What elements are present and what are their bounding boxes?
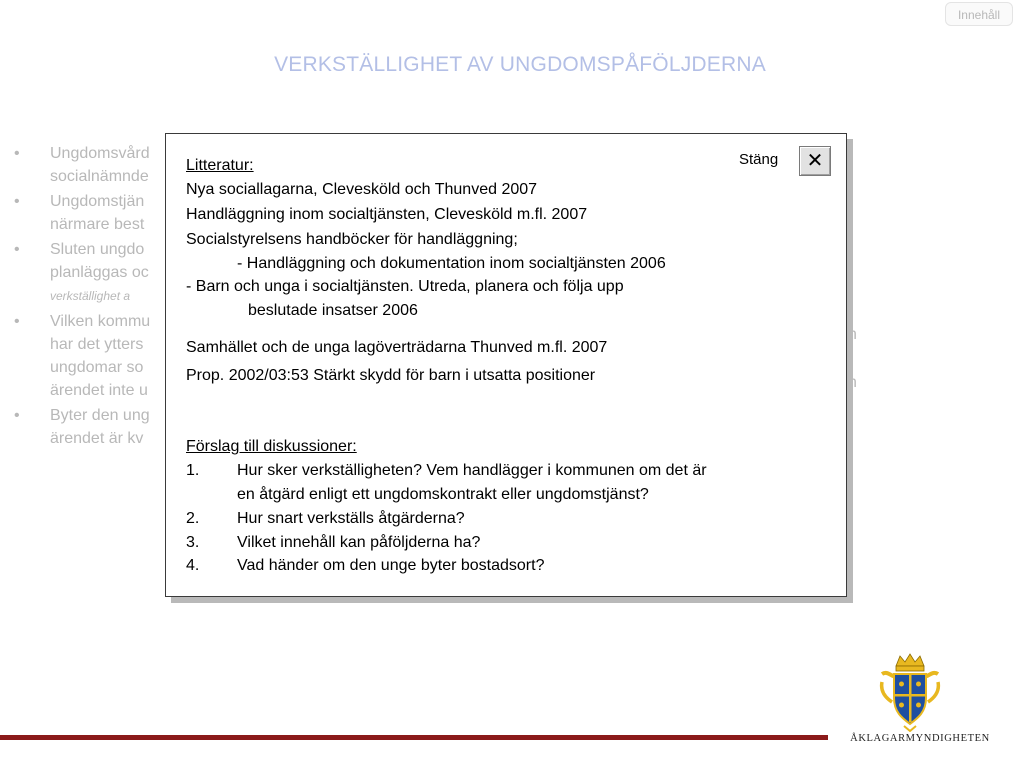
bullet-text: har det ytters (50, 336, 144, 353)
question-text: Hur sker verkställigheten? Vem handlägger i kommunen om det är (237, 462, 707, 479)
bullet-text: socialnämnde (50, 168, 149, 185)
footer-bar (0, 735, 828, 740)
literature-subitem: - Barn och unga i socialtjänsten. Utreda, planera och följa upp (186, 278, 624, 295)
slide-title: VERKSTÄLLIGHET AV UNGDOMSPÅFÖLJDERNA (274, 53, 766, 76)
bullet-text: ungdomar so (50, 359, 144, 376)
literature-item: Prop. 2002/03:53 Stärkt skydd för barn i utsatta positioner (186, 367, 596, 384)
bullet-text: Ungdomstjän (50, 193, 145, 210)
question-number: 1. (186, 462, 200, 479)
literature-item: Samhället och de unga lagöverträdarna Thunved m.fl. 2007 (186, 339, 608, 356)
question-text: Hur snart verkställs åtgärderna? (237, 510, 465, 527)
question-number: 3. (186, 534, 200, 551)
bullet-dot: • (14, 145, 20, 162)
bullet-text: närmare best (50, 216, 145, 233)
literature-item: Handläggning inom socialtjänsten, Clevesköld m.fl. 2007 (186, 206, 588, 223)
close-button[interactable] (799, 146, 831, 176)
bullet-dot: • (14, 241, 20, 258)
close-label[interactable]: Stäng (739, 151, 779, 168)
bullet-text: Ungdomsvård (50, 145, 150, 162)
bullet-text: ärendet är kv (50, 430, 144, 447)
literature-heading: Litteratur: (186, 157, 254, 174)
brand-wordmark: ÅKLAGARMYNDIGHETEN (850, 733, 990, 744)
literature-item: Socialstyrelsens handböcker för handläggning; (186, 231, 518, 248)
question-number: 4. (186, 557, 200, 574)
bullet-fragment-right (848, 323, 857, 395)
literature-subitem: beslutade insatser 2006 (248, 302, 418, 319)
close-icon: ✕ (806, 150, 824, 172)
literature-popup (165, 133, 847, 597)
bullet-text: planläggas oc (50, 264, 149, 281)
discussion-heading: Förslag till diskussioner: (186, 438, 357, 455)
question-text: en åtgärd enligt ett ungdomskontrakt eller ungdomstjänst? (237, 486, 649, 503)
bullet-text: ärendet inte u (50, 382, 148, 399)
bullet-text: Byter den ung (50, 407, 150, 424)
question-number: 2. (186, 510, 200, 527)
literature-subitem: - Handläggning och dokumentation inom socialtjänsten 2006 (237, 255, 666, 272)
bullet-dot: • (14, 193, 20, 210)
question-text: Vad händer om den unge byter bostadsort? (237, 557, 545, 574)
fragment-text: n (848, 374, 857, 391)
bullet-dot: • (14, 407, 20, 424)
crest-icon (878, 652, 942, 732)
question-text: Vilket innehåll kan påföljderna ha? (237, 534, 481, 551)
bullet-text: Vilken kommu (50, 313, 151, 330)
fragment-text: n (848, 326, 857, 343)
literature-item: Nya sociallagarna, Clevesköld och Thunved 2007 (186, 181, 538, 198)
contents-button[interactable]: Innehåll (945, 2, 1013, 26)
bullet-text: Sluten ungdo (50, 241, 145, 258)
bullet-subtext: verkställighet a (50, 289, 131, 303)
bullet-dot: • (14, 313, 20, 330)
